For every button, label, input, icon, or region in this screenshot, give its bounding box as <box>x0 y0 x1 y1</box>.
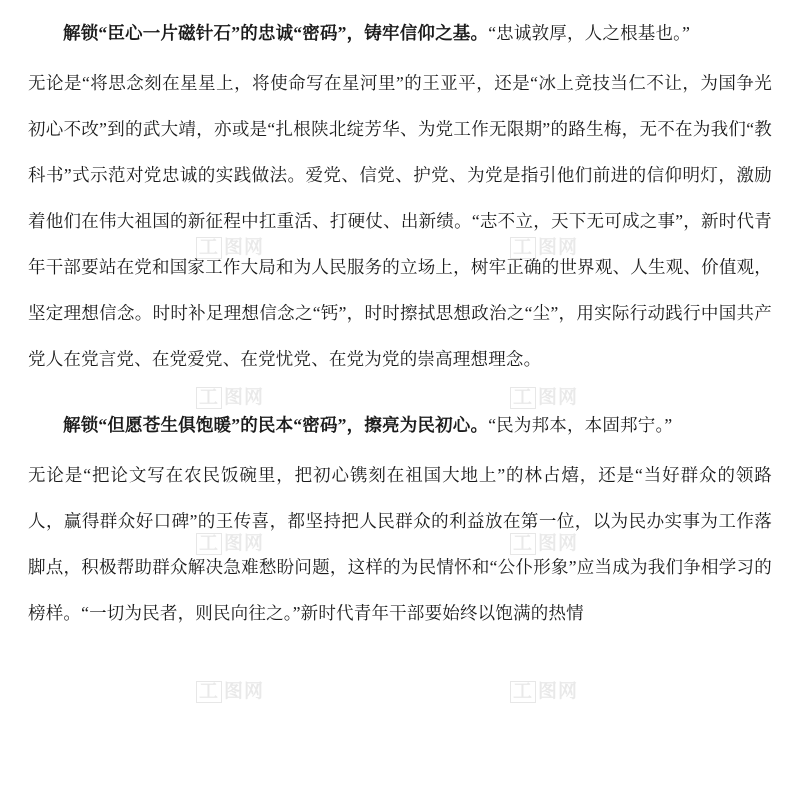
paragraph-3-lead: 解锁“但愿苍生俱饱暖”的民本“密码”，擦亮为民初心。 <box>63 415 489 435</box>
watermark-text: 图网 <box>538 237 579 258</box>
watermark-boxed-char: 工 <box>196 237 222 259</box>
watermark-boxed-char: 工 <box>510 533 536 555</box>
watermark-boxed-char: 工 <box>510 237 536 259</box>
watermark-text: 图网 <box>224 681 265 702</box>
paragraph-3 <box>28 402 772 448</box>
watermark-text: 图网 <box>538 533 579 554</box>
watermark-text: 图网 <box>538 681 579 702</box>
watermark-boxed-char: 工 <box>510 681 536 703</box>
watermark-boxed-char: 工 <box>196 533 222 555</box>
paragraph-1 <box>28 10 772 56</box>
watermark-text: 图网 <box>224 533 265 554</box>
paragraph-1-lead: 解锁“臣心一片磁针石”的忠诚“密码”，铸牢信仰之基。 <box>63 23 489 43</box>
paragraph-2 <box>28 60 772 382</box>
document-body <box>28 10 772 636</box>
paragraph-3-text: “民为邦本，本固邦宁。” <box>488 415 673 435</box>
watermark-boxed-char: 工 <box>196 387 222 409</box>
watermark-boxed-char: 工 <box>196 681 222 703</box>
watermark-text: 图网 <box>224 387 265 408</box>
watermark <box>510 676 578 703</box>
watermark-boxed-char: 工 <box>510 387 536 409</box>
paragraph-1-text: “忠诚敦厚，人之根基也。” <box>488 23 691 43</box>
watermark-text: 图网 <box>224 237 265 258</box>
paragraph-4-text: 无论是“把论文写在农民饭碗里，把初心镌刻在祖国大地上”的林占熺，还是“当好群众的领路人，赢得群众好口碑”的王传喜，都坚持把人民群众的利益放在第一位，以为民办实事为工作落脚点，积极帮助群众解决急难愁盼问题，这样的为民情怀和“公仆形象”应当成为我们争相学习的榜样。“一切为民者，则民向往之。”新时代青年干部要始终以饱满的热情 <box>28 465 772 623</box>
paragraph-4 <box>28 452 772 636</box>
watermark <box>196 676 264 703</box>
watermark-text: 图网 <box>538 387 579 408</box>
paragraph-2-text: 无论是“将思念刻在星星上，将使命写在星河里”的王亚平，还是“冰上竞技当仁不让，为国争光初心不改”到的武大靖，亦或是“扎根陕北绽芳华、为党工作无限期”的路生梅，无不在为我们“教科书”式示范对党忠诚的实践做法。爱党、信党、护党、为党是指引他们前进的信仰明灯，激励着他们在伟大祖国的新征程中扛重活、打硬仗、出新绩。“志不立，天下无可成之事”，新时代青年干部要站在党和国家工作大局和为人民服务的立场上，树牢正确的世界观、人生观、价值观，坚定理想信念。时时补足理想信念之“钙”，时时擦拭思想政治之“尘”，用实际行动践行中国共产党人在党言党、在党爱党、在党忧党、在党为党的崇高理想理念。 <box>28 73 772 369</box>
